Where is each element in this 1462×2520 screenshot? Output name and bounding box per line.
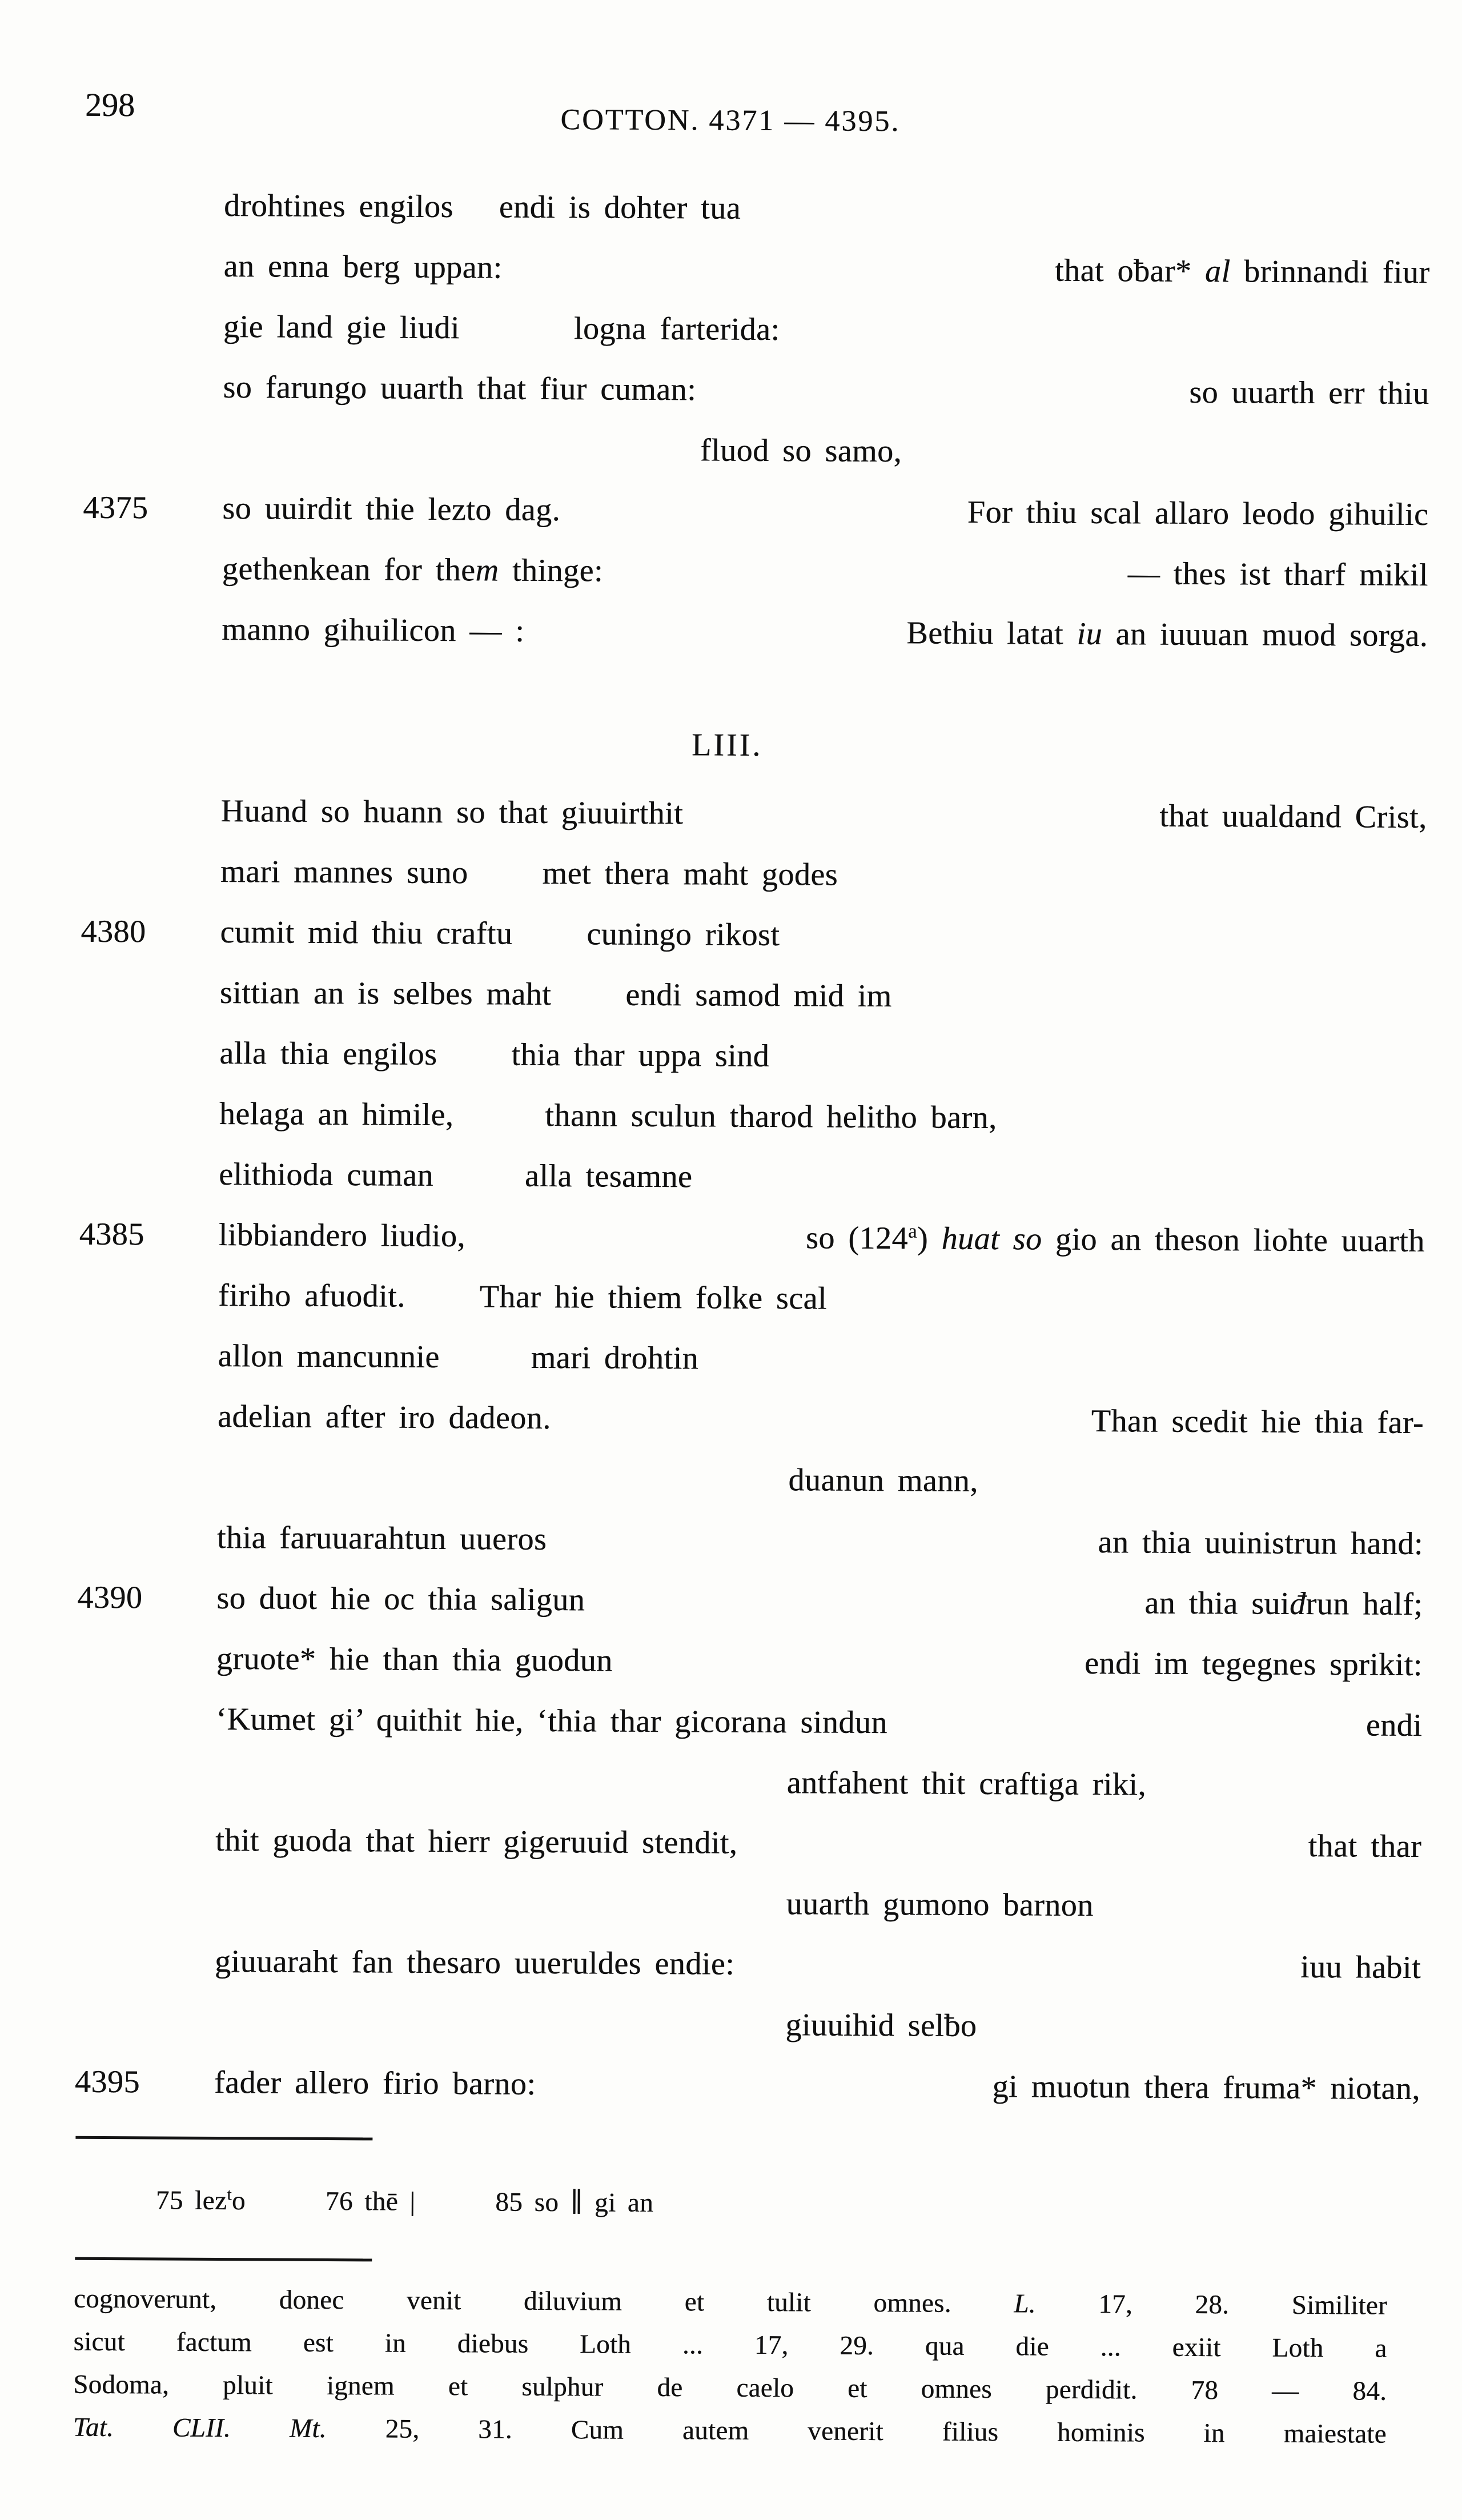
verse-line — [222, 599, 1428, 666]
separator-rule-footnotes — [75, 2257, 372, 2262]
verse-half: helaga an himile, — [219, 1096, 454, 1133]
apparatus-superscript: t — [227, 2185, 232, 2204]
verse-line-number: 4375 — [83, 489, 148, 526]
verse-line-continuation — [214, 1992, 1421, 2058]
verse-line — [223, 357, 1429, 424]
verse-line-number: 4380 — [81, 913, 146, 950]
verse-half — [222, 539, 604, 601]
verse-half — [1144, 1572, 1423, 1635]
apparatus-text: o — [231, 2186, 246, 2216]
footnote-text: cognoverunt, donec venit diluvium et tulit omnes. — [73, 2284, 1014, 2319]
verse-line-number: 4390 — [77, 1579, 143, 1616]
separator-rule-apparatus — [75, 2136, 372, 2141]
verse-text-italic: đ — [1289, 1586, 1306, 1622]
verse-block-1 — [83, 175, 1430, 666]
verse-half: endi samod mid im — [625, 977, 892, 1014]
verse-text: gio an theson liohte uuarth — [1042, 1221, 1425, 1259]
verse-text: ) — [917, 1221, 942, 1257]
verse-half: alla tesamne — [524, 1158, 693, 1195]
verse-half: that uualdand Crist, — [1159, 798, 1427, 836]
verse-line — [77, 1568, 1423, 1635]
verse-text: an iuuuan muod sorga. — [1102, 616, 1428, 654]
verse-half: sittian an is selbes maht — [219, 974, 552, 1013]
verse-half: iuu habit — [1300, 1949, 1421, 1986]
verse-half: drohtines engilos — [223, 188, 453, 225]
verse-line — [219, 1023, 1426, 1090]
verse-half: antfahent thit craftiga riki, — [786, 1765, 1147, 1803]
verse-half: met thera maht godes — [542, 855, 838, 893]
verse-block-2 — [74, 781, 1427, 2119]
verse-line — [74, 2052, 1421, 2119]
verse-line — [83, 478, 1429, 545]
verse-half: adelian after iro dadeon. — [217, 1398, 551, 1436]
verse-half: duanun mann, — [788, 1462, 978, 1499]
verse-line — [81, 902, 1427, 969]
verse-half: libbiandero liudio, — [218, 1217, 466, 1254]
verse-half: fluod so samo, — [700, 432, 902, 470]
page-header — [85, 86, 1376, 161]
verse-half: endi im tegegnes sprikit: — [1084, 1645, 1423, 1683]
verse-line — [218, 1326, 1424, 1393]
apparatus-entry: 76 thē | — [325, 2186, 416, 2217]
verse-half: For thiu scal allaro leodo gihuilic — [967, 494, 1429, 533]
verse-text-italic: al — [1204, 254, 1231, 290]
verse-line-continuation — [223, 418, 1429, 484]
verse-half — [906, 603, 1428, 666]
footnote-citation-italic: L. — [1014, 2289, 1036, 2319]
footnote-line: Sodoma, pluit ignem et sulphur de caelo et omnes perdidit. 78 — 84. — [73, 2369, 1387, 2406]
verse-line — [219, 1084, 1426, 1150]
verse-half — [806, 1207, 1425, 1271]
verse-half: Thar hie thiem folke scal — [479, 1279, 828, 1317]
verse-half — [1055, 240, 1430, 303]
verse-text: thinge: — [499, 552, 604, 589]
verse-line — [223, 236, 1430, 303]
verse-half: fader allero firio barno: — [214, 2064, 536, 2102]
verse-half: Than scedit hie thia far- — [1091, 1403, 1424, 1441]
verse-half: Huand so huann so that giuuirthit — [220, 793, 684, 832]
verse-half: ‘Kumet gi’ quithit hie, ‘thia thar gicorana sindun — [216, 1701, 887, 1741]
verse-text: Bethiu latat — [906, 615, 1077, 652]
verse-half: thia thar uppa sind — [511, 1037, 770, 1074]
verse-half: giuuaraht fan thesaro uueruldes endie: — [214, 1943, 735, 1982]
verse-line — [215, 1931, 1421, 1998]
verse-half: endi — [1365, 1707, 1423, 1744]
verse-line — [216, 1628, 1423, 1695]
verse-line — [220, 781, 1427, 848]
verse-line — [218, 1386, 1424, 1453]
verse-text-italic: iu — [1077, 616, 1103, 652]
verse-half: alla thia engilos — [219, 1035, 437, 1072]
verse-line — [217, 1507, 1424, 1574]
section-heading: LIII. — [691, 727, 763, 763]
footnote-citation-italic: Tat. CLII. Mt. — [73, 2412, 327, 2444]
footnote-text: 17, 28. Similiter — [1035, 2289, 1388, 2321]
verse-line — [218, 1265, 1425, 1332]
verse-half: mari mannes suno — [220, 853, 468, 891]
verse-half: that thar — [1308, 1828, 1422, 1865]
verse-half: firiho afuodit. — [218, 1277, 405, 1314]
verse-line-continuation — [217, 1447, 1424, 1514]
verse-line — [222, 539, 1429, 605]
verse-half: manno gihuilicon — : — [222, 612, 525, 649]
verse-line-number: 4385 — [79, 1216, 144, 1253]
footnote-line — [73, 2406, 1387, 2456]
verse-line — [220, 841, 1427, 908]
verse-text-italic: huat so — [941, 1221, 1042, 1257]
verse-half: uuarth gumono barnon — [786, 1886, 1094, 1924]
verse-line — [79, 1205, 1425, 1271]
verse-line-continuation — [215, 1749, 1422, 1816]
verse-text: brinnandi fiur — [1230, 254, 1430, 291]
verse-half: thia faruuarahtun uueros — [216, 1519, 547, 1558]
verse-line — [220, 962, 1427, 1029]
verse-line — [223, 296, 1430, 363]
verse-half: an enna berg uppan: — [223, 248, 503, 286]
verse-line-number: 4395 — [74, 2064, 140, 2100]
apparatus-criticus — [156, 2182, 654, 2221]
verse-half: elithioda cuman — [219, 1156, 434, 1193]
verse-text: an thia sui — [1144, 1585, 1290, 1622]
footnote-line: sicut factum est in diebus Loth ... 17, 29. qua die ... exiit Loth a — [73, 2326, 1387, 2363]
verse-half: so uuirdit thie lezto dag. — [222, 491, 561, 528]
verse-half: an thia uuinistrun hand: — [1098, 1524, 1424, 1562]
verse-half: thann sculun tharod helitho barn, — [545, 1097, 997, 1136]
apparatus-text: 75 lez — [155, 2185, 227, 2216]
verse-half: — thes ist tharf mikil — [1127, 556, 1428, 593]
verse-line — [215, 1810, 1422, 1877]
page-number: 298 — [85, 86, 135, 124]
verse-half: gi muotun thera fruma* niotan, — [992, 2069, 1421, 2107]
verse-half: mari drohtin — [531, 1339, 699, 1377]
running-title: COTTON. 4371 — 4395. — [560, 103, 901, 138]
verse-text: that oƀar* — [1054, 252, 1206, 290]
verse-half: endi is dohter tua — [499, 189, 741, 226]
manuscript-folio-superscript: a — [907, 1219, 918, 1242]
verse-line — [224, 175, 1431, 242]
verse-half: thit guoda that hierr gigeruuid stendit, — [215, 1822, 738, 1861]
verse-text: so (124 — [805, 1220, 909, 1257]
verse-line — [216, 1689, 1423, 1756]
verse-half: so farungo uuarth that fiur cuman: — [223, 370, 697, 408]
verse-half: so uuarth err thiu — [1189, 374, 1429, 412]
apparatus-entry — [156, 2182, 246, 2219]
verse-text: gethenkean for the — [222, 551, 476, 588]
footnote-text: 25, 31. Cum autem venerit filius hominis in maiestate — [326, 2414, 1387, 2449]
verse-half: allon mancunnie — [218, 1338, 440, 1375]
verse-half: gie land gie liudi — [223, 309, 460, 346]
verse-half: cumit mid thiu craftu — [220, 914, 513, 952]
footnote-line — [74, 2278, 1387, 2328]
verse-half: gruote* hie than thia guodun — [216, 1640, 613, 1679]
apparatus-entry: 85 so ∥ gi an — [495, 2187, 654, 2218]
verse-line — [219, 1144, 1425, 1211]
verse-line-continuation — [215, 1871, 1421, 1937]
verse-half: so duot hie oc thia saligun — [216, 1580, 585, 1618]
verse-half: logna farterida: — [573, 311, 780, 348]
verse-half: giuuihid selƀo — [785, 2007, 977, 2044]
verse-half: cuningo rikost — [587, 916, 780, 953]
latin-footnote-block — [73, 2278, 1388, 2456]
verse-text-italic: m — [475, 552, 499, 588]
verse-text: run half; — [1306, 1586, 1423, 1623]
